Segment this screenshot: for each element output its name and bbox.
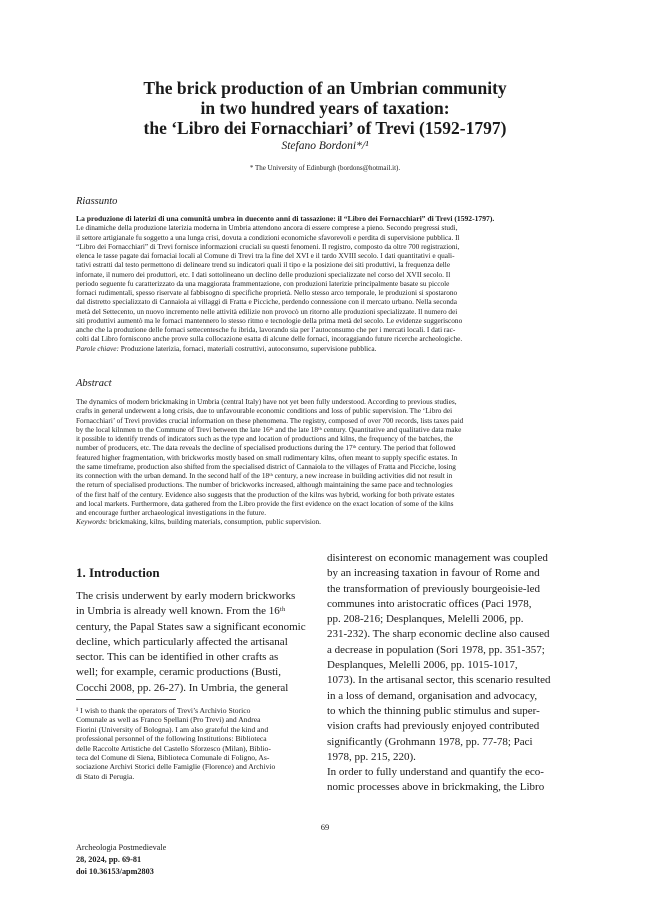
text-line: it possible to identify trends of indicators such as the type and location of productions and kilns, the frequency of the batches, the (76, 434, 453, 443)
journal-issue: 28, 2024, pp. 69-81 (76, 855, 142, 864)
footnote-divider (76, 699, 176, 700)
text-line: a decrease in population (Sori 1978, pp. 351-357; (327, 643, 545, 656)
article-title (60, 78, 590, 138)
title-line: in two hundred years of taxation: (200, 98, 450, 118)
text-line: Fornacchiari’ of Trevi provides crucial information on these phenomena. The registry, composed of over 700 records, lists taxes paid (76, 415, 464, 425)
journal-name: Archeologia Postmedievale (76, 843, 167, 852)
text-line: di Stato di Perugia. (76, 771, 135, 781)
text-line: Cocchi 2008, pp. 26-27). In Umbria, the general (76, 681, 289, 694)
text-line: elenca le tasse pagate dai fornaciai locali al Comune di Trevi tra la fine del XVI e il tardo XVIII secolo. I dati quantitativi e quali- (76, 251, 455, 260)
text-line: decline, which particularly affected the artisanal (76, 635, 288, 648)
text-line: pp. 208-216; Desplanques, Melelli 2006, pp. (327, 613, 524, 626)
page-number: 69 (320, 822, 330, 832)
author: Stefano Bordoni*/¹ (281, 140, 369, 152)
text-line: Fiorini (University of Bologna). I am also grateful the kind and (76, 724, 269, 734)
text-line: siti produttivi aumentò ma le fornaci mantennero lo stesso ritmo e tecnologie della prima metà del secolo. Le evidenze suggeriscono (76, 315, 463, 325)
text-line: The crisis underwent by early modern brickworks (76, 590, 296, 602)
text-line: In order to fully understand and quantify the eco- (327, 766, 544, 779)
text-line: Desplanques, Melelli 2006, pp. 1015-1017, (327, 659, 518, 672)
footnote (76, 706, 312, 781)
text-line: and encourage further archaeological investigations in the future. (76, 508, 267, 517)
riassunto-heading: Riassunto (76, 196, 118, 207)
text-line: well; for example, ceramic productions (Busti, (76, 666, 281, 679)
text-line: to which the thinning public stimulus and super- (327, 704, 540, 717)
title-line: the ‘Libro dei Fornacchiari’ of Trevi (1592-1797) (143, 118, 507, 138)
text-line: professional personnel of the following Institutions: Biblioteca (76, 734, 267, 744)
text-line: century, the Papal States saw a significant economic (76, 620, 306, 633)
text-line: Le dinamiche della produzione laterizia moderna in Umbria attendono ancora di essere comprese a pieno. Secondo pregressi studi, (76, 223, 458, 233)
text-line: in Umbria is already well known. From the 16ᵗʰ (76, 605, 286, 618)
text-line: significantly (Grohmann 1978, pp. 77-78; Paci (327, 735, 533, 748)
text-line: the transformation of previously bourgeoisie-led (327, 582, 541, 595)
text-line: the same timeframe, production also shifted from the specialised district of Cannaiola to the villages of Fratta and Picciche, losing (76, 461, 456, 471)
text-line: disinterest on economic management was coupled (327, 552, 548, 564)
affiliation: * The University of Edinburgh (bordons@hotmail.it). (249, 164, 401, 172)
text-line: metà del Settecento, un nuovo incremento nelle attività edilizie non provocò un ritorno alle produzioni specializzate. Il numero dei (76, 306, 458, 316)
text-line: the return of specialised productions. The number of brickworks increased, although maintaining the same pace and technologies (76, 480, 453, 490)
riassunto-block (76, 214, 569, 353)
riassunto-text (76, 223, 569, 343)
text-line: teca del Comune di Siena, Biblioteca Comunale di Foligno, As- (76, 753, 270, 763)
keywords-label: Keywords: (76, 517, 108, 527)
keywords-text: Produzione laterizia, fornaci, materiali costruttivi, autoconsumo, supervisione pubblica. (118, 343, 377, 353)
text-line: number of producers, etc. The data reveals the decline of specialised productions during the 17ᵗʰ century. The period that followed (76, 443, 456, 453)
text-line: delle Raccolte Artistiche del Castello Sforzesco (Milan), Biblio- (76, 743, 271, 753)
text-line: colti dal Libro forniscono anche prove sulla collocazione esatta di alcune delle fornaci, incoraggiando future ricerche archeologiche. (76, 334, 463, 344)
right-column-text (327, 551, 559, 796)
text-line: communes into aristocratic offices (Paci 1978, (327, 597, 532, 610)
riassunto-keywords (76, 344, 569, 353)
left-column-text (76, 589, 308, 696)
text-line: dal distretto specializzato di Cannaiola ai villaggi di Fratta e Picciche, perdendo connessione con il mercato urbano. Nella seconda (76, 297, 457, 307)
text-line: anche che la produzione delle fornaci settecentesche fu ibrida, lavorando sia per l’autoconsumo che per i mercati locali. I dati rac- (76, 325, 456, 334)
keywords-label: Parole chiave: (76, 343, 119, 353)
abstract-keywords (76, 517, 569, 526)
text-line: 231-232). The sharp economic decline also caused (327, 628, 550, 641)
text-line: sector. This can be identified in other crafts as (76, 651, 279, 664)
text-line: crafts in general underwent a long crisis, due to unfavourable economic conditions and loss of public supervision. The ‘Libro dei (76, 406, 453, 416)
riassunto-subtitle: La produzione di laterizi di una comunità umbra in duecento anni di tassazione: il “Libro dei Fornacchiari” di Trevi (1592-1797). (76, 214, 495, 223)
text-line: il settore artigianale fu soggetto a una lunga crisi, dovuta a condizioni economiche sfavorevoli e perdita di supervisione pubblica. Il (76, 232, 460, 242)
text-line: by an increasing taxation in favour of Rome and (327, 567, 540, 580)
abstract-heading: Abstract (76, 378, 112, 389)
text-line: Comunale as well as Franco Spellani (Pro Trevi) and Andrea (76, 715, 261, 725)
journal-info (76, 842, 166, 878)
text-line: in a loss of demand, organisation and advocacy, (327, 689, 538, 702)
text-line: by the local kilnmen to the Commune of Trevi between the late 16ᵗʰ and the late 18ᵗʰ century. Quantitative and qualitative data make (76, 424, 462, 434)
text-line: The dynamics of modern brickmaking in Umbria (central Italy) have not yet been fully understood. According to previous studies, (76, 397, 457, 406)
text-line: of the first half of the century. Evidence also suggests that the production of the kilns was hybrid, working for both private estates (76, 489, 455, 499)
abstract-block (76, 397, 569, 527)
keywords-text: brickmaking, kilns, building materials, consumption, public supervision. (107, 517, 321, 527)
text-line: “Libro dei Fornacchiari” di Trevi fornisce informazioni cruciali su questi fenomeni. Il registro, composto da oltre 700 registrazioni, (76, 241, 460, 251)
text-line: and local markets. Furthermore, data gathered from the Libro provide the first evidence on the exact location of some of the kilns (76, 498, 454, 508)
abstract-text (76, 397, 569, 517)
journal-doi: doi 10.36153/apm2803 (76, 867, 154, 876)
text-line: nomic processes above in brickmaking, the Libro (327, 781, 545, 794)
text-line: infornate, il numero dei produttori, etc. I dati sottolineano un declino delle produzioni specializzate nel corso del XVII secolo. Il (76, 269, 451, 279)
text-line: featured higher fragmentation, with brickworks mostly based on small rudimentary kilns, often meant to supply specific estates. In (76, 452, 458, 462)
title-line: The brick production of an Umbrian community (143, 78, 507, 98)
text-line: sociazione Archivi Storici delle Famiglie (Florence) and Archivio (76, 762, 276, 772)
text-line: ¹ I wish to thank the operators of Trevi’s Archivio Storico (76, 706, 251, 715)
text-line: fornaci rudimentali, spesso riservate al fabbisogno di specifiche proprietà. Nello stesso arco temporale, le produzioni si spostarono (76, 288, 458, 297)
text-line: 1073). In the artisanal sector, this scenario resulted (327, 674, 551, 687)
text-line: vision crafts had previously enjoyed contributed (327, 720, 540, 733)
text-line: tativi estratti dal testo permettono di delineare trend su indicatori quali il tipo e la posizione dei siti produttivi, la frequenza delle (76, 260, 451, 270)
text-line: its connection with the urban demand. In the second half of the 18ᵗʰ century, a new increase in building activities did not result in (76, 471, 453, 480)
section-heading: 1. Introduction (76, 565, 160, 580)
text-line: periodo seguente fu caratterizzato da una maggiorata frammentazione, con produzioni laterizie principalmente basate su piccole (76, 278, 450, 288)
text-line: 1978, pp. 215, 220). (327, 750, 416, 763)
